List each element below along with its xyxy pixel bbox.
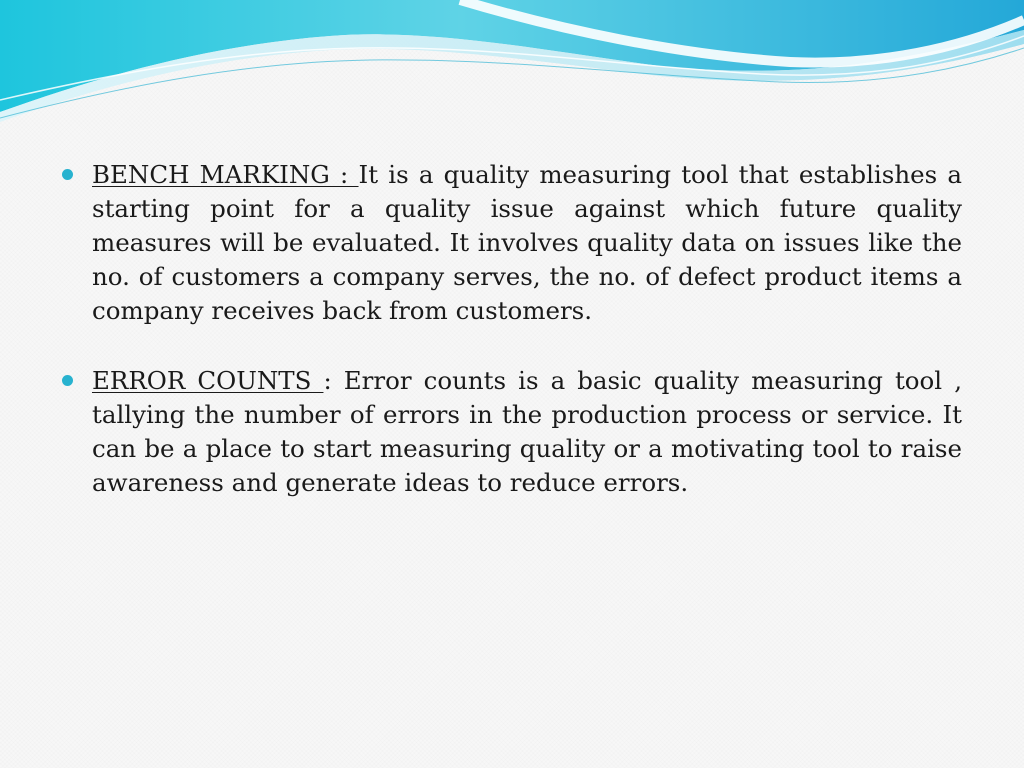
definition-bench-marking: It is a quality measuring tool that establishes a starting point for a quality issue against which future quality measures will be evaluated. It involves quality data on issues like the no. of customers a company serves, the no. of defect product items a company receives back from customers. xyxy=(92,160,962,325)
bullet-dot-icon xyxy=(62,169,73,180)
term-error-counts: ERROR COUNTS xyxy=(92,366,324,395)
bullet-error-counts xyxy=(62,364,962,500)
header-wave-decoration xyxy=(0,0,1024,130)
bullet-bench-marking xyxy=(62,158,962,328)
bullet-dot-icon xyxy=(62,375,73,386)
definition-error-counts: : Error counts is a basic quality measuring tool , tallying the number of errors in the production process or service. It can be a place to start measuring quality or a motivating tool to raise awareness and generate ideas to reduce errors. xyxy=(92,366,962,497)
term-bench-marking: BENCH MARKING : xyxy=(92,160,359,189)
slide-content xyxy=(62,158,962,536)
